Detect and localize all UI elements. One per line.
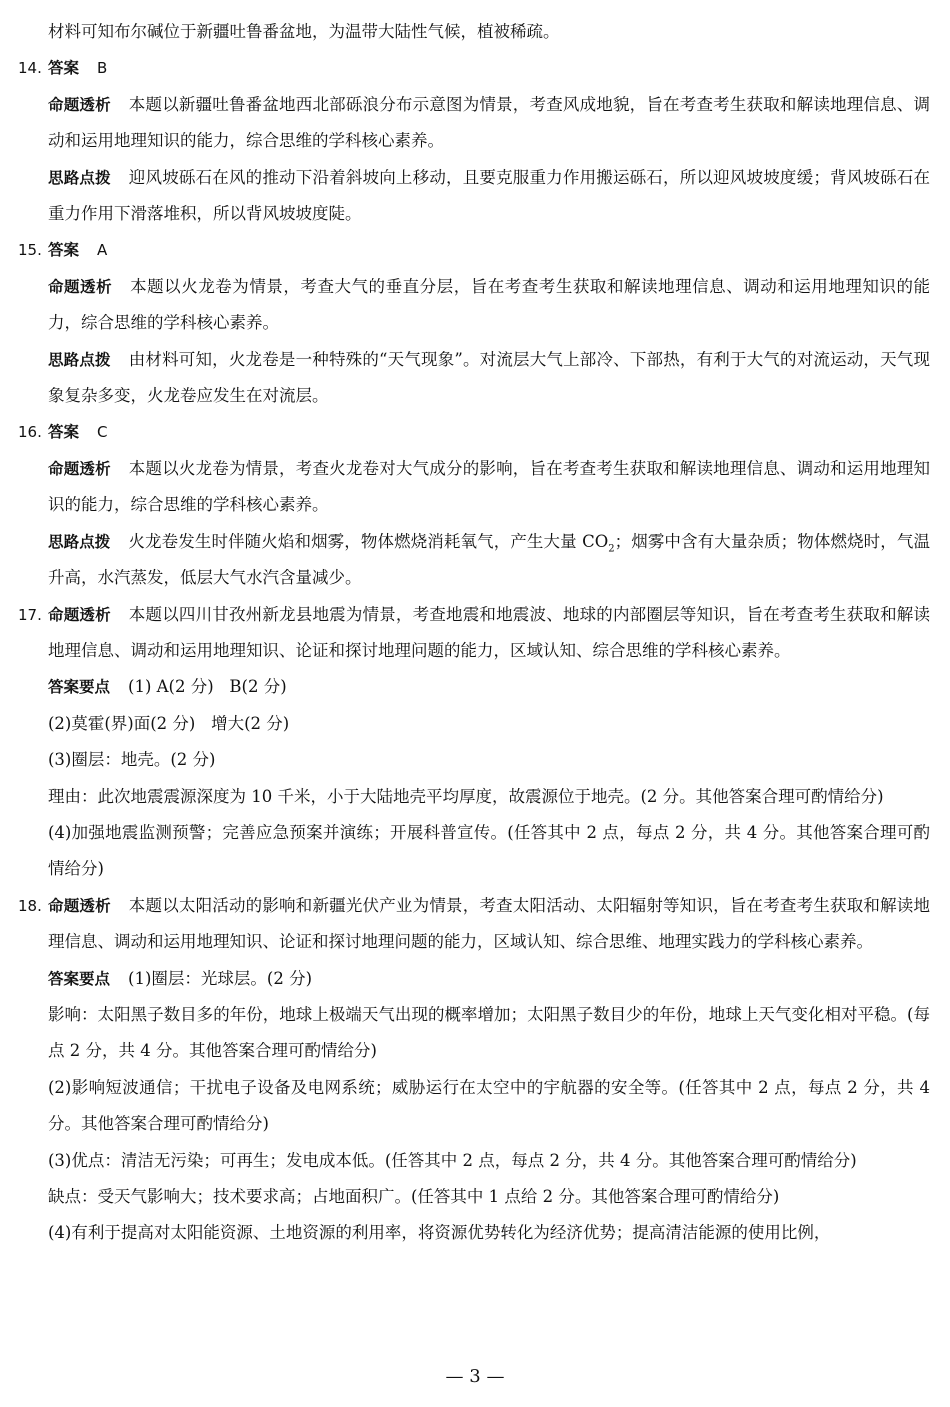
answer-value: C bbox=[97, 423, 108, 442]
hint-label: 思路点拨 bbox=[48, 168, 111, 187]
q15-intent bbox=[48, 269, 930, 342]
answer-label: 答案 bbox=[48, 423, 80, 442]
intro-text: 材料可知布尔碱位于新疆吐鲁番盆地，为温带大陆性气候，植被稀疏。 bbox=[48, 22, 560, 41]
hint-text-a: 火龙卷发生时伴随火焰和烟雾，物体燃烧消耗氧气，产生大量 CO bbox=[128, 531, 609, 551]
q17-number: 17. bbox=[18, 605, 42, 624]
intent-label: 命题透析 bbox=[48, 95, 111, 114]
q17-point-3-reason: 理由：此次地震震源深度为 10 千米，小于大陆地壳平均厚度，故震源位于地壳。(2 分。其他答案合理可酌情给分) bbox=[48, 786, 884, 806]
q18-point-4: (4)有利于提高对太阳能资源、土地资源的利用率，将资源优势转化为经济优势；提高清洁能源的使用比例， bbox=[48, 1223, 831, 1243]
q18-point-1 bbox=[48, 961, 930, 997]
q14-number: 14. bbox=[18, 59, 42, 78]
intent-label: 命题透析 bbox=[48, 605, 111, 624]
intent-label: 命题透析 bbox=[48, 277, 113, 296]
answer-value: A bbox=[97, 241, 108, 260]
q18-point-3-pros: (3)优点：清洁无污染；可再生；发电成本低。(任答其中 2 点，每点 2 分，共 4 分。其他答案合理可酌情给分) bbox=[48, 1150, 857, 1170]
q16-number: 16. bbox=[18, 423, 42, 442]
intent-text: 本题以火龙卷为情景，考查火龙卷对大气成分的影响，旨在考查考生获取和解读地理信息、调动和运用地理知识的能力，综合思维的学科核心素养。 bbox=[48, 458, 930, 515]
answer-value: B bbox=[97, 59, 108, 78]
q14-hint bbox=[48, 160, 930, 233]
points-label: 答案要点 bbox=[48, 969, 111, 988]
page-number: — 3 — bbox=[445, 1366, 505, 1387]
q18-point-1-effect: 影响：太阳黑子数目多的年份，地球上极端天气出现的概率增加；太阳黑子数目少的年份，地球上天气变化相对平稳。(每点 2 分，共 4 分。其他答案合理可酌情给分) bbox=[48, 1004, 930, 1061]
q15-hint bbox=[48, 342, 930, 415]
answer-label: 答案 bbox=[48, 241, 80, 260]
q16-intent bbox=[48, 451, 930, 524]
intent-text: 本题以四川甘孜州新龙县地震为情景，考查地震和地震波、地球的内部圈层等知识，旨在考查考生获取和解读地理信息、调动和运用地理知识、论证和探讨地理问题的能力，区域认知、综合思维的学科核心素养。 bbox=[48, 604, 930, 660]
hint-text-b: ；烟雾中含有大量杂质；物体燃烧时，气温升高，水汽蒸发，低层大气水汽含量减少。 bbox=[48, 531, 930, 588]
q14-intent bbox=[48, 87, 930, 160]
q17-point-2: (2)莫霍(界)面(2 分) 增大(2 分) bbox=[48, 713, 290, 733]
q17-point-4: (4)加强地震监测预警；完善应急预案并演练；开展科普宣传。(任答其中 2 点，每点 2 分，共 4 分。其他答案合理可酌情给分) bbox=[48, 822, 930, 879]
q17-intent bbox=[18, 597, 930, 670]
q18-point-3-cons: 缺点：受天气影响大；技术要求高；占地面积广。(任答其中 1 点给 2 分。其他答案合理可酌情给分) bbox=[48, 1187, 780, 1206]
point-text: (1) A(2 分) B(2 分) bbox=[128, 677, 287, 697]
intent-label: 命题透析 bbox=[48, 896, 111, 915]
q15-number: 15. bbox=[18, 241, 42, 260]
q17-point-3: (3)圈层：地壳。(2 分) bbox=[48, 750, 216, 770]
hint-subscript: 2 bbox=[608, 542, 615, 554]
intent-text: 本题以太阳活动的影响和新疆光伏产业为情景，考查太阳活动、太阳辐射等知识，旨在考查考生获取和解读地理信息、调动和运用地理知识、论证和探讨地理问题的能力，区域认知、综合思维、地理实践力的学科核心素养。 bbox=[48, 895, 930, 952]
hint-label: 思路点拨 bbox=[48, 350, 111, 369]
q18-number: 18. bbox=[18, 896, 42, 915]
intent-text: 本题以新疆吐鲁番盆地西北部砾浪分布示意图为情景，考查风成地貌，旨在考查考生获取和解读地理信息、调动和运用地理知识的能力，综合思维的学科核心素养。 bbox=[48, 94, 930, 151]
points-label: 答案要点 bbox=[48, 678, 111, 697]
q17-point-1 bbox=[48, 669, 930, 705]
q15-answer bbox=[18, 232, 930, 268]
q16-answer bbox=[18, 414, 930, 450]
q18-point-2: (2)影响短波通信；干扰电子设备及电网系统；威胁运行在太空中的宇航器的安全等。(任答其中 2 点，每点 2 分，共 4 分。其他答案合理可酌情给分) bbox=[48, 1077, 930, 1134]
answer-label: 答案 bbox=[48, 59, 80, 78]
q14-answer bbox=[18, 50, 930, 86]
q16-hint bbox=[48, 524, 930, 597]
intent-label: 命题透析 bbox=[48, 459, 111, 478]
q18-intent bbox=[18, 888, 930, 961]
hint-label: 思路点拨 bbox=[48, 532, 111, 551]
hint-text: 迎风坡砾石在风的推动下沿着斜坡向上移动，且要克服重力作用搬运砾石，所以迎风坡坡度缓；背风坡砾石在重力作用下滑落堆积，所以背风坡坡度陡。 bbox=[48, 167, 930, 224]
point-text: (1)圈层：光球层。(2 分) bbox=[128, 968, 313, 988]
hint-text: 由材料可知，火龙卷是一种特殊的“天气现象”。对流层大气上部冷、下部热，有利于大气的对流运动，天气现象复杂多变，火龙卷应发生在对流层。 bbox=[48, 349, 930, 406]
intent-text: 本题以火龙卷为情景，考查大气的垂直分层，旨在考查考生获取和解读地理信息、调动和运用地理知识的能力，综合思维的学科核心素养。 bbox=[48, 276, 930, 333]
